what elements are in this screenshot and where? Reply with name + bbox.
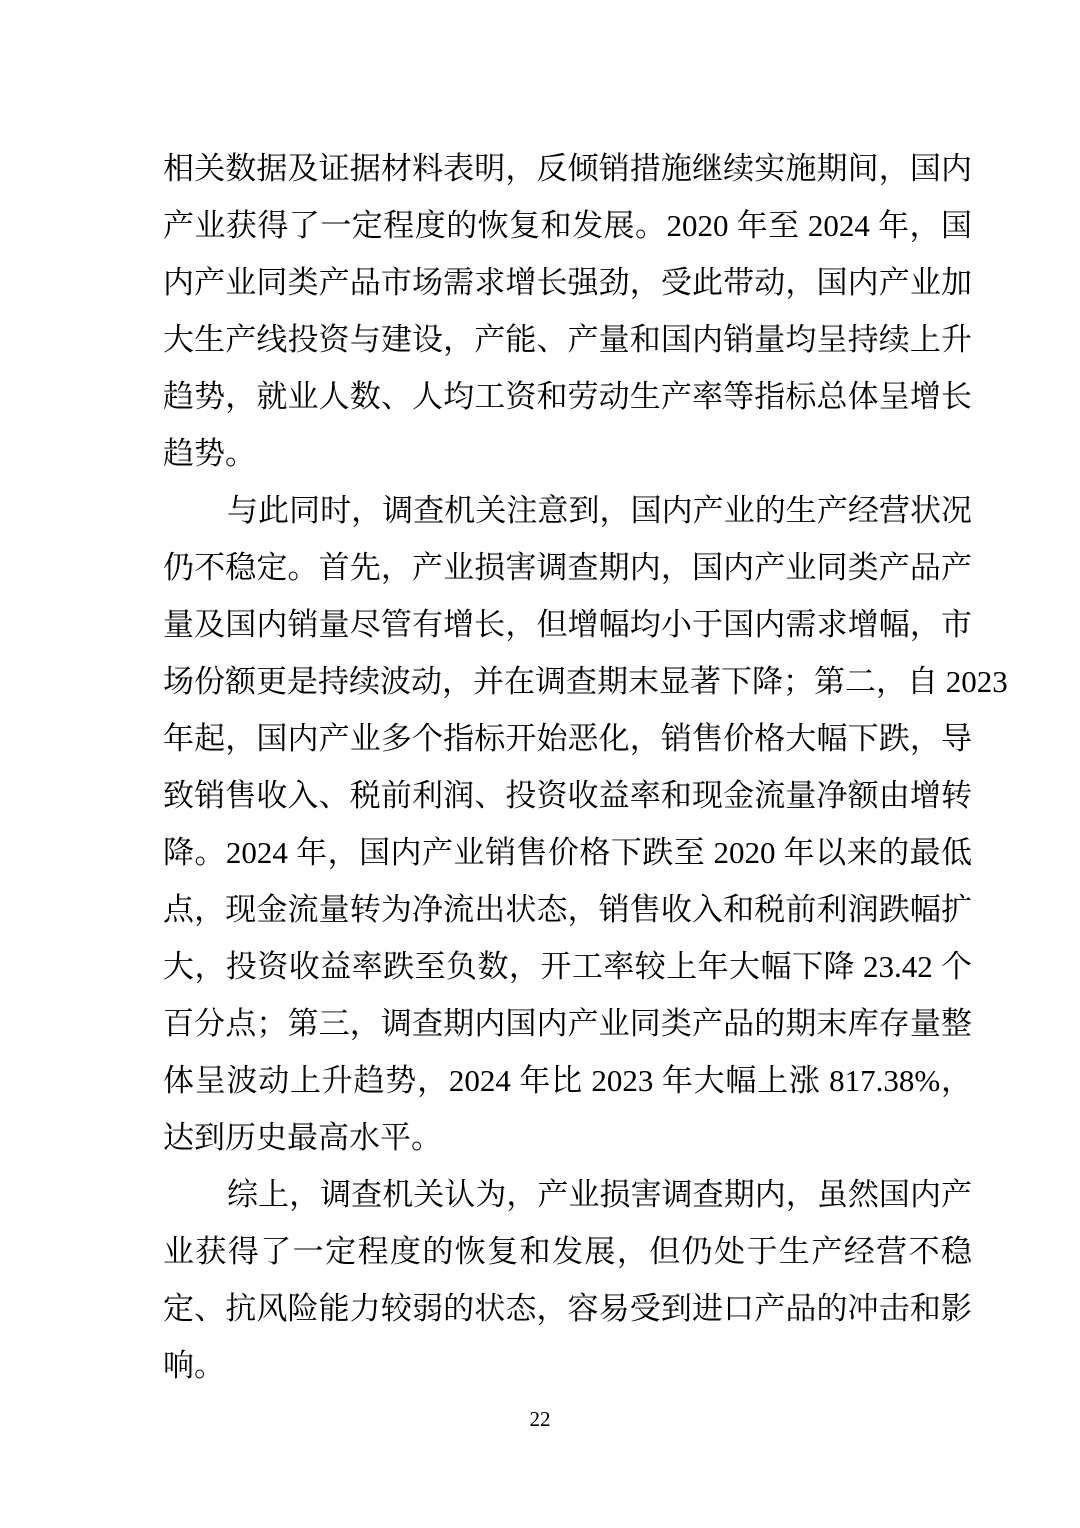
text-line: 相关数据及证据材料表明，反倾销措施继续实施期间，国内 bbox=[163, 151, 972, 186]
text-line: 致销售收入、税前利润、投资收益率和现金流量净额由增转 bbox=[163, 778, 972, 813]
text-line: 综上，调查机关认为，产业损害调查期内，虽然国内产 bbox=[227, 1177, 972, 1212]
text-line: 仍不稳定。首先，产业损害调查期内，国内产业同类产品产 bbox=[163, 550, 972, 585]
text-line: 降。2024 年，国内产业销售价格下跌至 2020 年以来的最低 bbox=[163, 835, 972, 870]
text-line: 产业获得了一定程度的恢复和发展。2020 年至 2024 年，国 bbox=[163, 208, 972, 243]
text-line: 场份额更是持续波动，并在调查期末显著下降；第二，自 2023 bbox=[163, 664, 1008, 699]
text-line: 与此同时，调查机关注意到，国内产业的生产经营状况 bbox=[227, 493, 972, 528]
text-line: 趋势。 bbox=[163, 436, 256, 471]
text-line: 趋势，就业人数、人均工资和劳动生产率等指标总体呈增长 bbox=[163, 379, 972, 414]
text-line: 大，投资收益率跌至负数，开工率较上年大幅下降 23.42 个 bbox=[163, 949, 972, 984]
text-line: 内产业同类产品市场需求增长强劲，受此带动，国内产业加 bbox=[163, 265, 972, 300]
text-line: 响。 bbox=[163, 1348, 225, 1383]
text-line: 达到历史最高水平。 bbox=[163, 1120, 442, 1155]
text-line: 年起，国内产业多个指标开始恶化，销售价格大幅下跌，导 bbox=[163, 721, 972, 756]
text-line: 体呈波动上升趋势，2024 年比 2023 年大幅上涨 817.38%， bbox=[163, 1063, 972, 1098]
page-body bbox=[163, 140, 1008, 1394]
text-line: 业获得了一定程度的恢复和发展，但仍处于生产经营不稳 bbox=[163, 1234, 972, 1269]
text-line: 点，现金流量转为净流出状态，销售收入和税前利润跌幅扩 bbox=[163, 892, 972, 927]
page-number: 22 bbox=[529, 1407, 551, 1431]
text-line: 大生产线投资与建设，产能、产量和国内销量均呈持续上升 bbox=[163, 322, 972, 357]
text-line: 百分点；第三，调查期内国内产业同类产品的期末库存量整 bbox=[163, 1006, 972, 1041]
text-line: 量及国内销量尽管有增长，但增幅均小于国内需求增幅，市 bbox=[163, 607, 972, 642]
text-line: 定、抗风险能力较弱的状态，容易受到进口产品的冲击和影 bbox=[163, 1291, 972, 1326]
